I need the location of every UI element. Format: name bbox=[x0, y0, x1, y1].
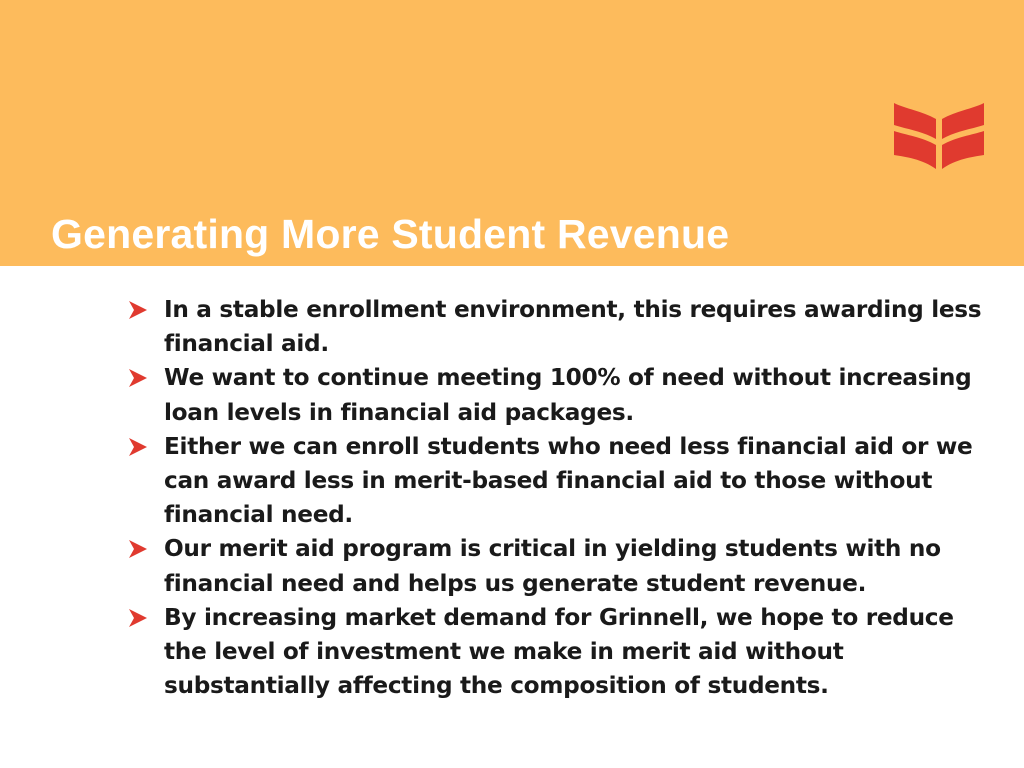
arrowhead-bullet-icon bbox=[127, 540, 147, 558]
arrowhead-bullet-icon bbox=[127, 369, 147, 387]
bullet-item bbox=[127, 361, 987, 429]
arrowhead-bullet-icon bbox=[127, 301, 147, 319]
bullet-text: Either we can enroll students who need less financial aid or we can award less in merit-based financial aid to those without financial need. bbox=[164, 432, 973, 529]
bullet-text: We want to continue meeting 100% of need without increasing loan levels in financial aid packages. bbox=[164, 364, 972, 426]
slide-title: Generating More Student Revenue bbox=[51, 211, 730, 257]
bullet-text: By increasing market demand for Grinnell, we hope to reduce the level of investment we make in merit aid without substantially affecting the composition of students. bbox=[164, 603, 954, 700]
arrowhead-bullet-icon bbox=[127, 609, 147, 627]
bullet-text: Our merit aid program is critical in yielding students with no financial need and helps us generate student revenue. bbox=[164, 535, 941, 597]
bullet-item bbox=[127, 601, 987, 704]
bullet-item bbox=[127, 532, 987, 600]
bullet-list bbox=[127, 293, 987, 703]
bullet-item bbox=[127, 430, 987, 533]
arrowhead-bullet-icon bbox=[127, 438, 147, 456]
logo-icon bbox=[892, 99, 986, 171]
bullet-text: In a stable enrollment environment, this requires awarding less financial aid. bbox=[164, 296, 982, 358]
bullet-item bbox=[127, 293, 987, 361]
